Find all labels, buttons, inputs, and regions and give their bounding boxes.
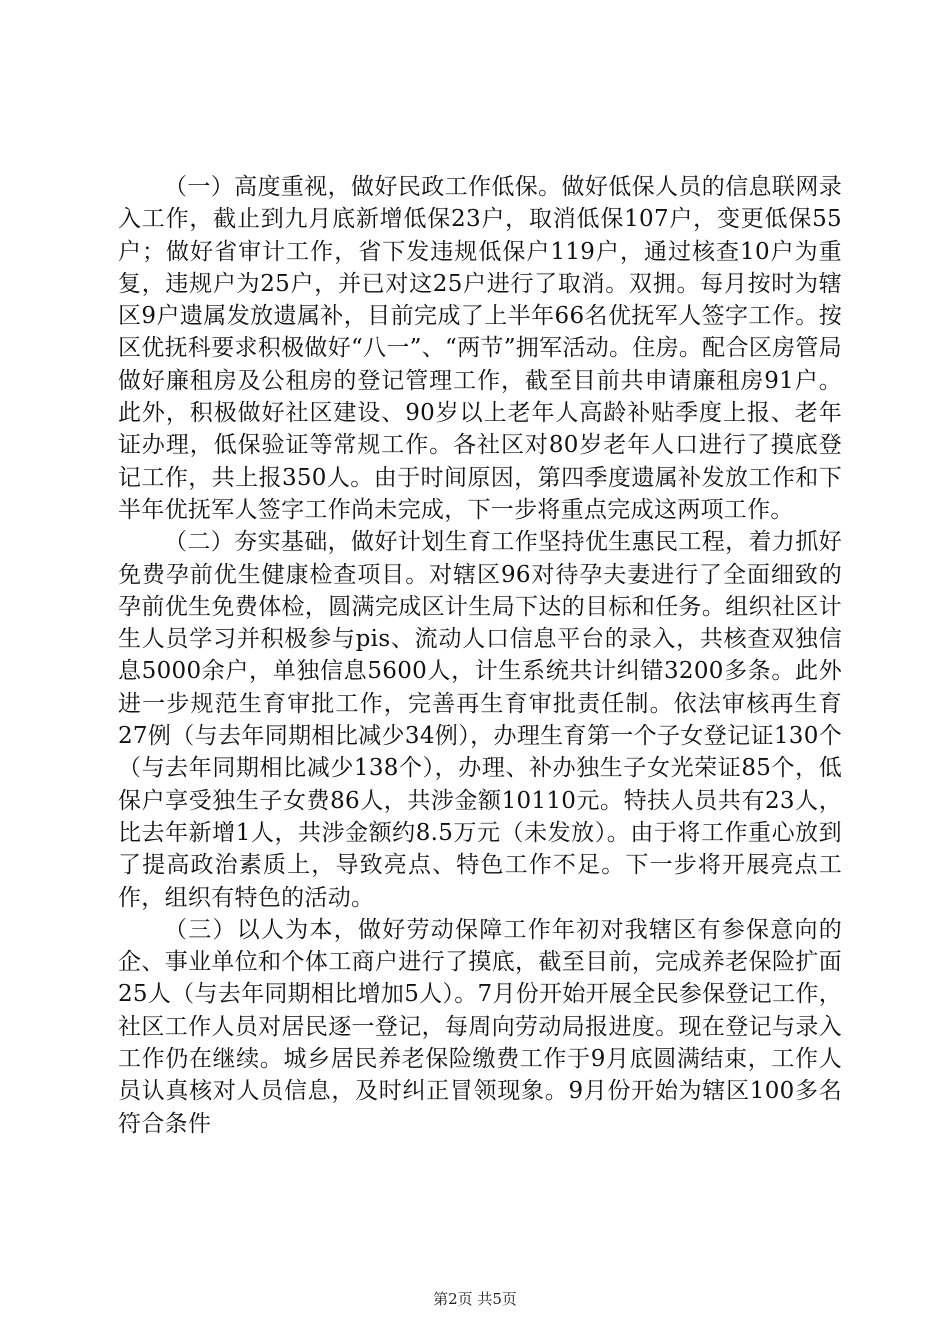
paragraph-family-planning: （二）夯实基础，做好计划生育工作坚持优生惠民工程，着力抓好免费孕前优生健康检查项目。对辖区96对待孕夫妻进行了全面细致的孕前优生免费体检，圆满完成区计生局下达的目标和任务。组织社区计生人员学习并积极参与pis、流动人口信息平台的录入，共核查双独信息5000余户，单独信息5600人，计生系统共计纠错3200多条。此外进一步规范生育审批工作，完善再生育审批责任制。依法审核再生育27例（与去年同期相比减少34例），办理生育第一个子女登记证130个（与去年同期相比减少138个），办理、补办独生子女光荣证85个，低保户享受独生子女费86人，共涉金额10110元。特扶人员共有23人，比去年新增1人，共涉金额约8.5万元（未发放）。由于将工作重心放到了提高政治素质上，导致亮点、特色工作不足。下一步将开展亮点工作，组织有特色的活动。: [118, 529, 842, 911]
paragraph-civil-affairs: （一）高度重视，做好民政工作低保。做好低保人员的信息联网录入工作，截止到九月底新增低保23户，取消低保107户，变更低保55户；做好省审计工作，省下发违规低保户119户，通过核查10户为重复，违规户为25户，并已对这25户进行了取消。双拥。每月按时为辖区9户遗属发放遗属补，目前完成了上半年66名优抚军人签字工作。按区优抚科要求积极做好“八一”、“两节”拥军活动。住房。配合区房管局做好廉租房及公租房的登记管理工作，截至目前共申请廉租房91户。此外，积极做好社区建设、90岁以上老年人高龄补贴季度上报、老年证办理，低保验证等常规工作。各社区对80岁老年人口进行了摸底登记工作，共上报350人。由于时间原因，第四季度遗属补发放工作和下半年优抚军人签字工作尚未完成，下一步将重点完成这两项工作。: [118, 174, 842, 523]
paragraph-labor-security: （三）以人为本，做好劳动保障工作年初对我辖区有参保意向的企、事业单位和个体工商户进行了摸底，截至目前，完成养老保险扩面25人（与去年同期相比增加5人）。7月份开始开展全民参保登记工作，社区工作人员对居民逐一登记，每周向劳动局报进度。现在登记与录入工作仍在继续。城乡居民养老保险缴费工作于9月底圆满结束，工作人员认真核对人员信息，及时纠正冒领现象。9月份开始为辖区100多名符合条件: [118, 916, 842, 1137]
page-footer: 第2页 共5页: [433, 1290, 517, 1308]
document-body: [118, 171, 842, 1140]
